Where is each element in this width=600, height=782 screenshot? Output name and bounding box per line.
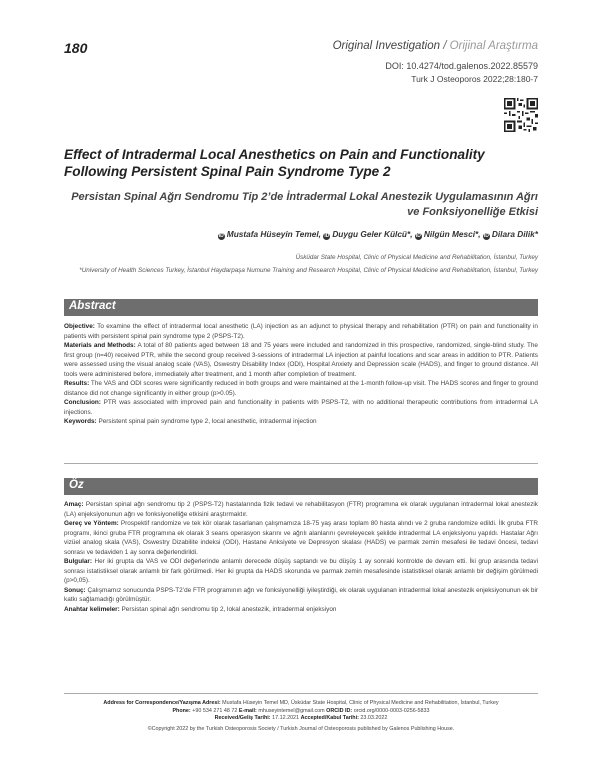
- email-label: E-mail:: [238, 707, 257, 714]
- correspondence-footer: [64, 700, 538, 734]
- author-list: [218, 229, 538, 240]
- author-item[interactable]: [218, 229, 321, 239]
- correspondence-line: [64, 700, 538, 708]
- abstract-heading-band: [64, 299, 538, 316]
- phone-label: Phone:: [172, 707, 191, 714]
- oz-amac-text: Persistan spinal ağrı sendromu tip 2 (PSPS-T2) hastalarında fizik tedavi ve rehabilitasyon (FTR) programına ek olarak uygulanan intradermal lokal anestezik (LA) enjeksiyonunun ağrı ve fonksiyonelliğe etkisini araştırmaktır.: [64, 501, 539, 518]
- abstract-conclusion-label: Conclusion:: [64, 399, 101, 406]
- accepted-label: Accepted/Kabul Tarihi:: [300, 715, 359, 722]
- accepted-date: 23.03.2022: [360, 715, 388, 722]
- abstract-keywords: [64, 417, 538, 427]
- orcid-link[interactable]: orcid.org/0000-0003-0256-5833: [353, 707, 430, 714]
- phone-value: +90 534 271 48 72: [192, 707, 238, 714]
- dates-line: [64, 715, 538, 723]
- article-header: [333, 40, 538, 84]
- abstract-conclusion: [64, 398, 538, 417]
- affiliation: Üsküdar State Hospital, Clinic of Physical Medicine and Rehabilitation, İstanbul, Turkey: [295, 254, 538, 261]
- oz-amac-label: Amaç:: [64, 501, 84, 508]
- received-date: 17.12.2021: [272, 715, 300, 722]
- section-type: [333, 40, 538, 52]
- author-item[interactable]: [483, 229, 538, 239]
- oz-sonuc-text: Çalışmamız sonucunda PSPS-T2’de FTR programının ağrı ve fonksiyonelliği iyileştirdiği, ek olarak uygulanan intradermal lokal anestezik enjeksiyonunun ek bir katkı sağlamadığı görülmüştür.: [64, 586, 538, 603]
- orcid-icon: ID: [415, 233, 421, 239]
- correspondence-text: Mustafa Hüseyin Temel MD, Üsküdar State Hospital, Clinic of Physical Medicine and Rehabilitation, İstanbul, Turkey: [222, 700, 499, 706]
- abstract-methods: [64, 341, 538, 379]
- section-divider: [64, 463, 538, 464]
- author-item[interactable]: [415, 229, 481, 239]
- oz-yontem-label: Gereç ve Yöntem:: [64, 520, 119, 527]
- abstract-results: [64, 379, 538, 398]
- qr-code-icon: [504, 98, 538, 132]
- abstract-conclusion-text: PTR was associated with improved pain and functionality in patients with PSPS-T2, with no additional therapeutic contributions from intradermal LA injections.: [64, 399, 538, 416]
- author-name: Dilara Dilik*: [491, 229, 538, 239]
- oz-sonuc-label: Sonuç:: [64, 586, 86, 594]
- abstract-body: [64, 322, 538, 427]
- footer-divider: [64, 693, 538, 694]
- abstract-results-text: The VAS and ODI scores were significantly reduced in both groups and were maintained at the 1-month follow-up visit. The HADS scores and finger to ground distance did not change significantly in either group (p>0.05).: [64, 380, 538, 397]
- copyright: ©Copyright 2022 by the Turkish Osteoporosis Society / Turkish Journal of Osteoporosis published by Galenos Publishing House.: [147, 726, 455, 733]
- orcid-label: ORCID ID:: [326, 707, 353, 714]
- abstract-heading: Abstract: [69, 300, 116, 312]
- abstract-objective-label: Objective:: [64, 323, 95, 330]
- oz-body: [64, 500, 538, 614]
- author-name: Nilgün Mesci*,: [423, 229, 481, 239]
- oz-bulgular: [64, 557, 538, 586]
- abstract-objective-text: To examine the effect of intradermal local anesthetic (LA) injection as an adjunct to physical therapy and rehabilitation (PTR) on pain and functionality in patients with persistent spinal pain syndrome type 2 (PSPS-T2).: [64, 323, 538, 340]
- orcid-icon: ID: [218, 233, 224, 239]
- oz-anahtar: [64, 605, 538, 615]
- oz-anahtar-text: Persistan spinal ağrı sendromu tip 2, lokal anestezik, intradermal enjeksiyon: [121, 605, 337, 613]
- abstract-keywords-text: Persistent spinal pain syndrome type 2, local anesthetic, intradermal injection: [98, 418, 317, 425]
- abstract-keywords-label: Keywords:: [64, 418, 97, 425]
- author-name: Mustafa Hüseyin Temel,: [226, 229, 321, 239]
- doi[interactable]: DOI: 10.4274/tod.galenos.2022.85579: [385, 61, 538, 71]
- abstract-objective: [64, 322, 538, 341]
- journal-reference: Turk J Osteoporos 2022;28:180-7: [411, 74, 538, 84]
- correspondence-label: Address for Correspondence/Yazışma Adresi:: [103, 700, 221, 706]
- section-type-tr: Orijinal Araştırma: [449, 40, 538, 52]
- contact-line: [64, 708, 538, 716]
- oz-heading-band: [64, 478, 538, 495]
- oz-bulgular-text: Her iki grupta da VAS ve ODI değerlerinde anlamlı derecede düşüş saptandı ve bu düşüş 1 ay sonraki kontrolde de devam etti. İki grup arasında tedavi sonrası istatistiksel olarak anlamlı bir fark görülmedi. Her iki grupta da HADS skorunda ve parmak zemin mesafesinde istatistiksel olarak anlamlı bir değişim görülmedi (p>0,05).: [64, 558, 538, 584]
- article-title: Effect of Intradermal Local Anesthetics on Pain and Functionality Following Persistent Spinal Pain Syndrome Type 2: [64, 147, 485, 179]
- abstract-results-label: Results:: [64, 380, 90, 387]
- oz-amac: [64, 500, 538, 519]
- oz-anahtar-label: Anahtar kelimeler:: [64, 605, 120, 613]
- author-item[interactable]: [323, 229, 412, 239]
- section-type-en: Original Investigation: [332, 40, 440, 52]
- affiliation: *University of Health Sciences Turkey, İstanbul Haydarpaşa Numune Training and Research Hospital, Clinic of Physical Medicine and Rehabilitation, İstanbul, Turkey: [79, 267, 538, 274]
- oz-sonuc: [64, 586, 538, 605]
- abstract-methods-label: Materials and Methods:: [64, 342, 136, 349]
- email-link[interactable]: mhuseyintemel@gmail.com: [258, 707, 325, 714]
- orcid-icon: ID: [324, 233, 330, 239]
- oz-yontem-text: Prospektif randomize ve tek kör olarak tasarlanan çalışmamıza 18-75 yaş arası toplam 80 hasta alındı ve 2 gruba randomize edildi. İlk gruba FTR programı, ikinci gruba FTR programına ek olarak 3 seans operasyon skarını ve ağrılı alanlarını çevreleyecek şekilde intradermal LA enjeksiyonu yapıldı. Hastalar Ağrı vizüel analog skala (VAS), Oswestry Dizabilite indeksi (ODI), Hastane Anksiyete ve Depresyon skalası (HADS) ve parmak zemin mesafesi ile tedavi öncesi, tedavi sonrası ve tedaviden 1 ay sonra değerlendirildi.: [64, 520, 538, 556]
- oz-yontem: [64, 519, 538, 557]
- abstract-methods-text: A total of 80 patients aged between 18 and 75 years were included and randomized in this prospective, randomized, single-blind study. The first group (n=40) received PTR, while the second group received 3-sessions of intradermal LA injection at painful locations and scar areas in addition to PTR. Patients were assessed using the visual analog scale (VAS), Oswestry Disability Index (ODI), Hospital Anxiety and Depression scale (HADS), and finger to ground distance. All tools were administered before, immediately after treatment, and 1 month after completion of treatment.: [64, 342, 538, 378]
- author-name: Duygu Geler Külcü*,: [332, 229, 413, 239]
- article-subtitle: Persistan Spinal Ağrı Sendromu Tip 2’de İntradermal Lokal Anestezik Uygulamasının Ağrı ve Fonksiyonelliğe Etkisi: [71, 191, 538, 218]
- received-label: Received/Geliş Tarihi:: [214, 715, 271, 722]
- oz-heading: Öz: [69, 479, 84, 491]
- orcid-icon: ID: [483, 233, 489, 239]
- page-number: 180: [64, 40, 88, 56]
- section-slash: /: [440, 40, 450, 52]
- oz-bulgular-label: Bulgular:: [64, 558, 93, 565]
